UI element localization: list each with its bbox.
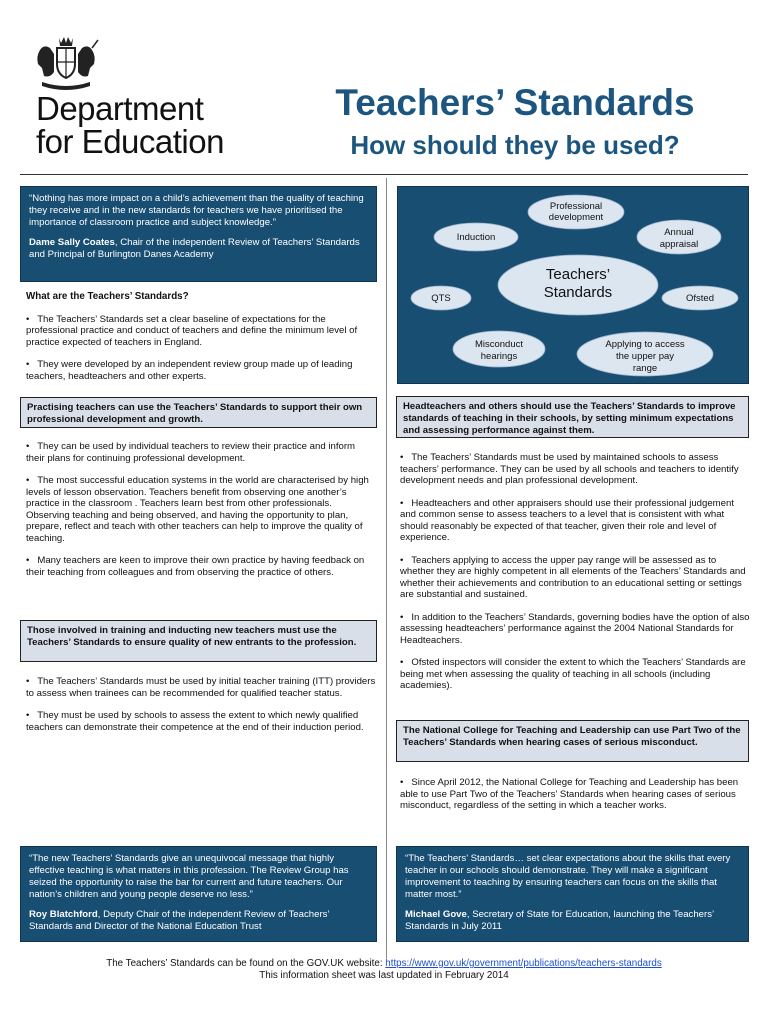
list-item: • Many teachers are keen to improve their own practice by having feedback on their teaching from colleagues and from observing the practice of others. bbox=[26, 555, 365, 578]
header-divider bbox=[20, 174, 748, 175]
footer-prefix: The Teachers’ Standards can be found on the GOV.UK website: bbox=[106, 958, 386, 969]
diagram-induction: Induction bbox=[456, 232, 496, 243]
section-box-ncl: The National College for Teaching and Leadership can use Part Two of the Teachers’ Standards when hearing cases of serious misconduct. bbox=[396, 720, 749, 762]
what-are-heading: What are the Teachers’ Standards? bbox=[26, 291, 189, 302]
list-item: • The most successful education systems in the world are characterised by high levels of lesson observation. Teachers benefit from observing one another’s practice in the classroom . Teachers learn best from other professionals. Observing teaching and being observed, and having the opportunity to plan, prepare, reflect and teach with other teachers can help to improve the quality of teaching. bbox=[26, 475, 369, 544]
diagram-misconduct-line1: Misconduct bbox=[474, 339, 524, 350]
quote-text: “Nothing has more impact on a child’s achievement than the quality of teaching they receive and in the new standards for teachers we have prioritised the importance of classroom practice and subject knowledge.” bbox=[29, 193, 364, 228]
govuk-link[interactable]: https://www.gov.uk/government/publications/teachers-standards bbox=[385, 958, 662, 969]
diagram-upper-line2: the upper pay bbox=[615, 351, 675, 362]
diagram-center-line1: Teachers’ bbox=[545, 266, 611, 283]
column-divider bbox=[386, 178, 387, 958]
quote-box-blatchford bbox=[20, 846, 377, 942]
royal-crest-logo bbox=[30, 34, 102, 94]
headteachers-section bbox=[400, 452, 750, 703]
quote-author: Dame Sally Coates bbox=[29, 237, 115, 248]
list-item: • They can be used by individual teachers to review their practice and inform their plans for continuing professional development. bbox=[26, 441, 356, 464]
quote-author-role: , Secretary of State for Education, launching the Teachers’ Standards in July 2011 bbox=[405, 909, 714, 932]
list-item: • The Teachers’ Standards set a clear baseline of expectations for the professional practice and conduct of teachers and define the minimum level of practice expected of teachers in England. bbox=[26, 313, 358, 348]
quote-text: “The Teachers’ Standards… set clear expectations about the skills that every teacher in our schools should demonstrate. They will make a significant improvement to teaching by ensuring teachers can focus on the skills that matter most.” bbox=[405, 853, 731, 900]
quote-text: “The new Teachers’ Standards give an unequivocal message that highly effective teaching is what matters in this profession. The Review Group has seized the opportunity to raise the bar for current and future teachers. Our nation’s children and young people deserve no less.” bbox=[29, 853, 349, 900]
footer bbox=[0, 958, 768, 982]
diagram-upper-line1: Applying to access bbox=[605, 339, 685, 350]
list-item: • Teachers applying to access the upper pay range will be assessed as to whether they are highly competent in all elements of the Teachers’ Standards and whether their achievements and contribution to an educational setting or settings are substantial and sustained. bbox=[400, 554, 746, 600]
quote-author-role: , Chair of the independent Review of Teachers’ Standards and Principal of Burlington Danes Academy bbox=[29, 237, 360, 260]
diagram-upper-line3: range bbox=[632, 363, 658, 374]
department-name bbox=[36, 92, 224, 158]
quote-author: Michael Gove bbox=[405, 909, 467, 920]
list-item: • Ofsted inspectors will consider the extent to which the Teachers’ Standards are being met when assessing the quality of teaching in all schools (including academies). bbox=[400, 657, 746, 691]
what-are-section bbox=[26, 291, 376, 393]
diagram-prof-dev-line1: Professional bbox=[549, 201, 603, 212]
quote-box-coates bbox=[20, 186, 377, 282]
list-item: • The Teachers’ Standards must be used by initial teacher training (ITT) providers to assess when trainees can be recommended for qualified teacher status. bbox=[26, 676, 376, 699]
diagram-annual-line2: appraisal bbox=[659, 239, 699, 250]
footer-line-2: This information sheet was last updated in February 2014 bbox=[259, 970, 509, 981]
dept-line-2: for Education bbox=[36, 123, 224, 160]
quote-author-role: , Deputy Chair of the independent Review of Teachers’ Standards and Director of the National Education Trust bbox=[29, 909, 330, 932]
ncl-section bbox=[400, 777, 750, 823]
list-item: • The Teachers’ Standards must be used by maintained schools to assess teachers’ performance. They can be used by all schools and teachers to identify development needs and plan professional development. bbox=[400, 452, 739, 486]
standards-diagram bbox=[397, 186, 749, 384]
section-box-practising: Practising teachers can use the Teachers’ Standards to support their own professional development and growth. bbox=[20, 397, 377, 428]
page-subtitle: How should they be used? bbox=[350, 130, 680, 160]
practising-section bbox=[26, 441, 376, 589]
list-item: • They were developed by an independent review group made up of leading teachers, headteachers and other experts. bbox=[26, 359, 353, 382]
diagram-ofsted: Ofsted bbox=[686, 293, 714, 304]
diagram-prof-dev-line2: development bbox=[548, 212, 604, 223]
diagram-misconduct-line2: hearings bbox=[480, 351, 518, 362]
diagram-qts: QTS bbox=[431, 293, 451, 304]
page-title: Teachers’ Standards bbox=[335, 82, 695, 123]
training-section bbox=[26, 676, 376, 744]
list-item: • Headteachers and other appraisers should use their professional judgement and common sense to assess teachers to a level that is consistent with what should reasonably be expected of that teacher, given their role and level of experience. bbox=[400, 497, 735, 543]
section-box-training: Those involved in training and inducting new teachers must use the Teachers’ Standards to ensure quality of new entrants to the profession. bbox=[20, 620, 377, 662]
quote-box-gove bbox=[396, 846, 749, 942]
diagram-center-line2: Standards bbox=[543, 284, 613, 301]
list-item: • In addition to the Teachers’ Standards, governing bodies have the option of also assessing headteachers’ performance against the 2004 National Standards for Headteachers. bbox=[400, 611, 750, 646]
footer-line-1 bbox=[0, 958, 768, 970]
dept-line-1: Department bbox=[36, 90, 204, 127]
diagram-annual-line1: Annual bbox=[664, 227, 694, 238]
list-item: • They must be used by schools to assess the extent to which newly qualified teachers can demonstrate their competence at the end of their induction period. bbox=[26, 710, 364, 733]
section-box-headteachers: Headteachers and others should use the Teachers’ Standards to improve standards of teaching in their schools, by setting minimum expectations and assessing performance against them. bbox=[396, 396, 749, 438]
quote-author: Roy Blatchford bbox=[29, 909, 98, 920]
list-item: • Since April 2012, the National College for Teaching and Leadership has been able to use Part Two of the Teachers’ Standards when hearing cases of serious misconduct, regardless of the setting in which a teacher works. bbox=[400, 777, 739, 811]
